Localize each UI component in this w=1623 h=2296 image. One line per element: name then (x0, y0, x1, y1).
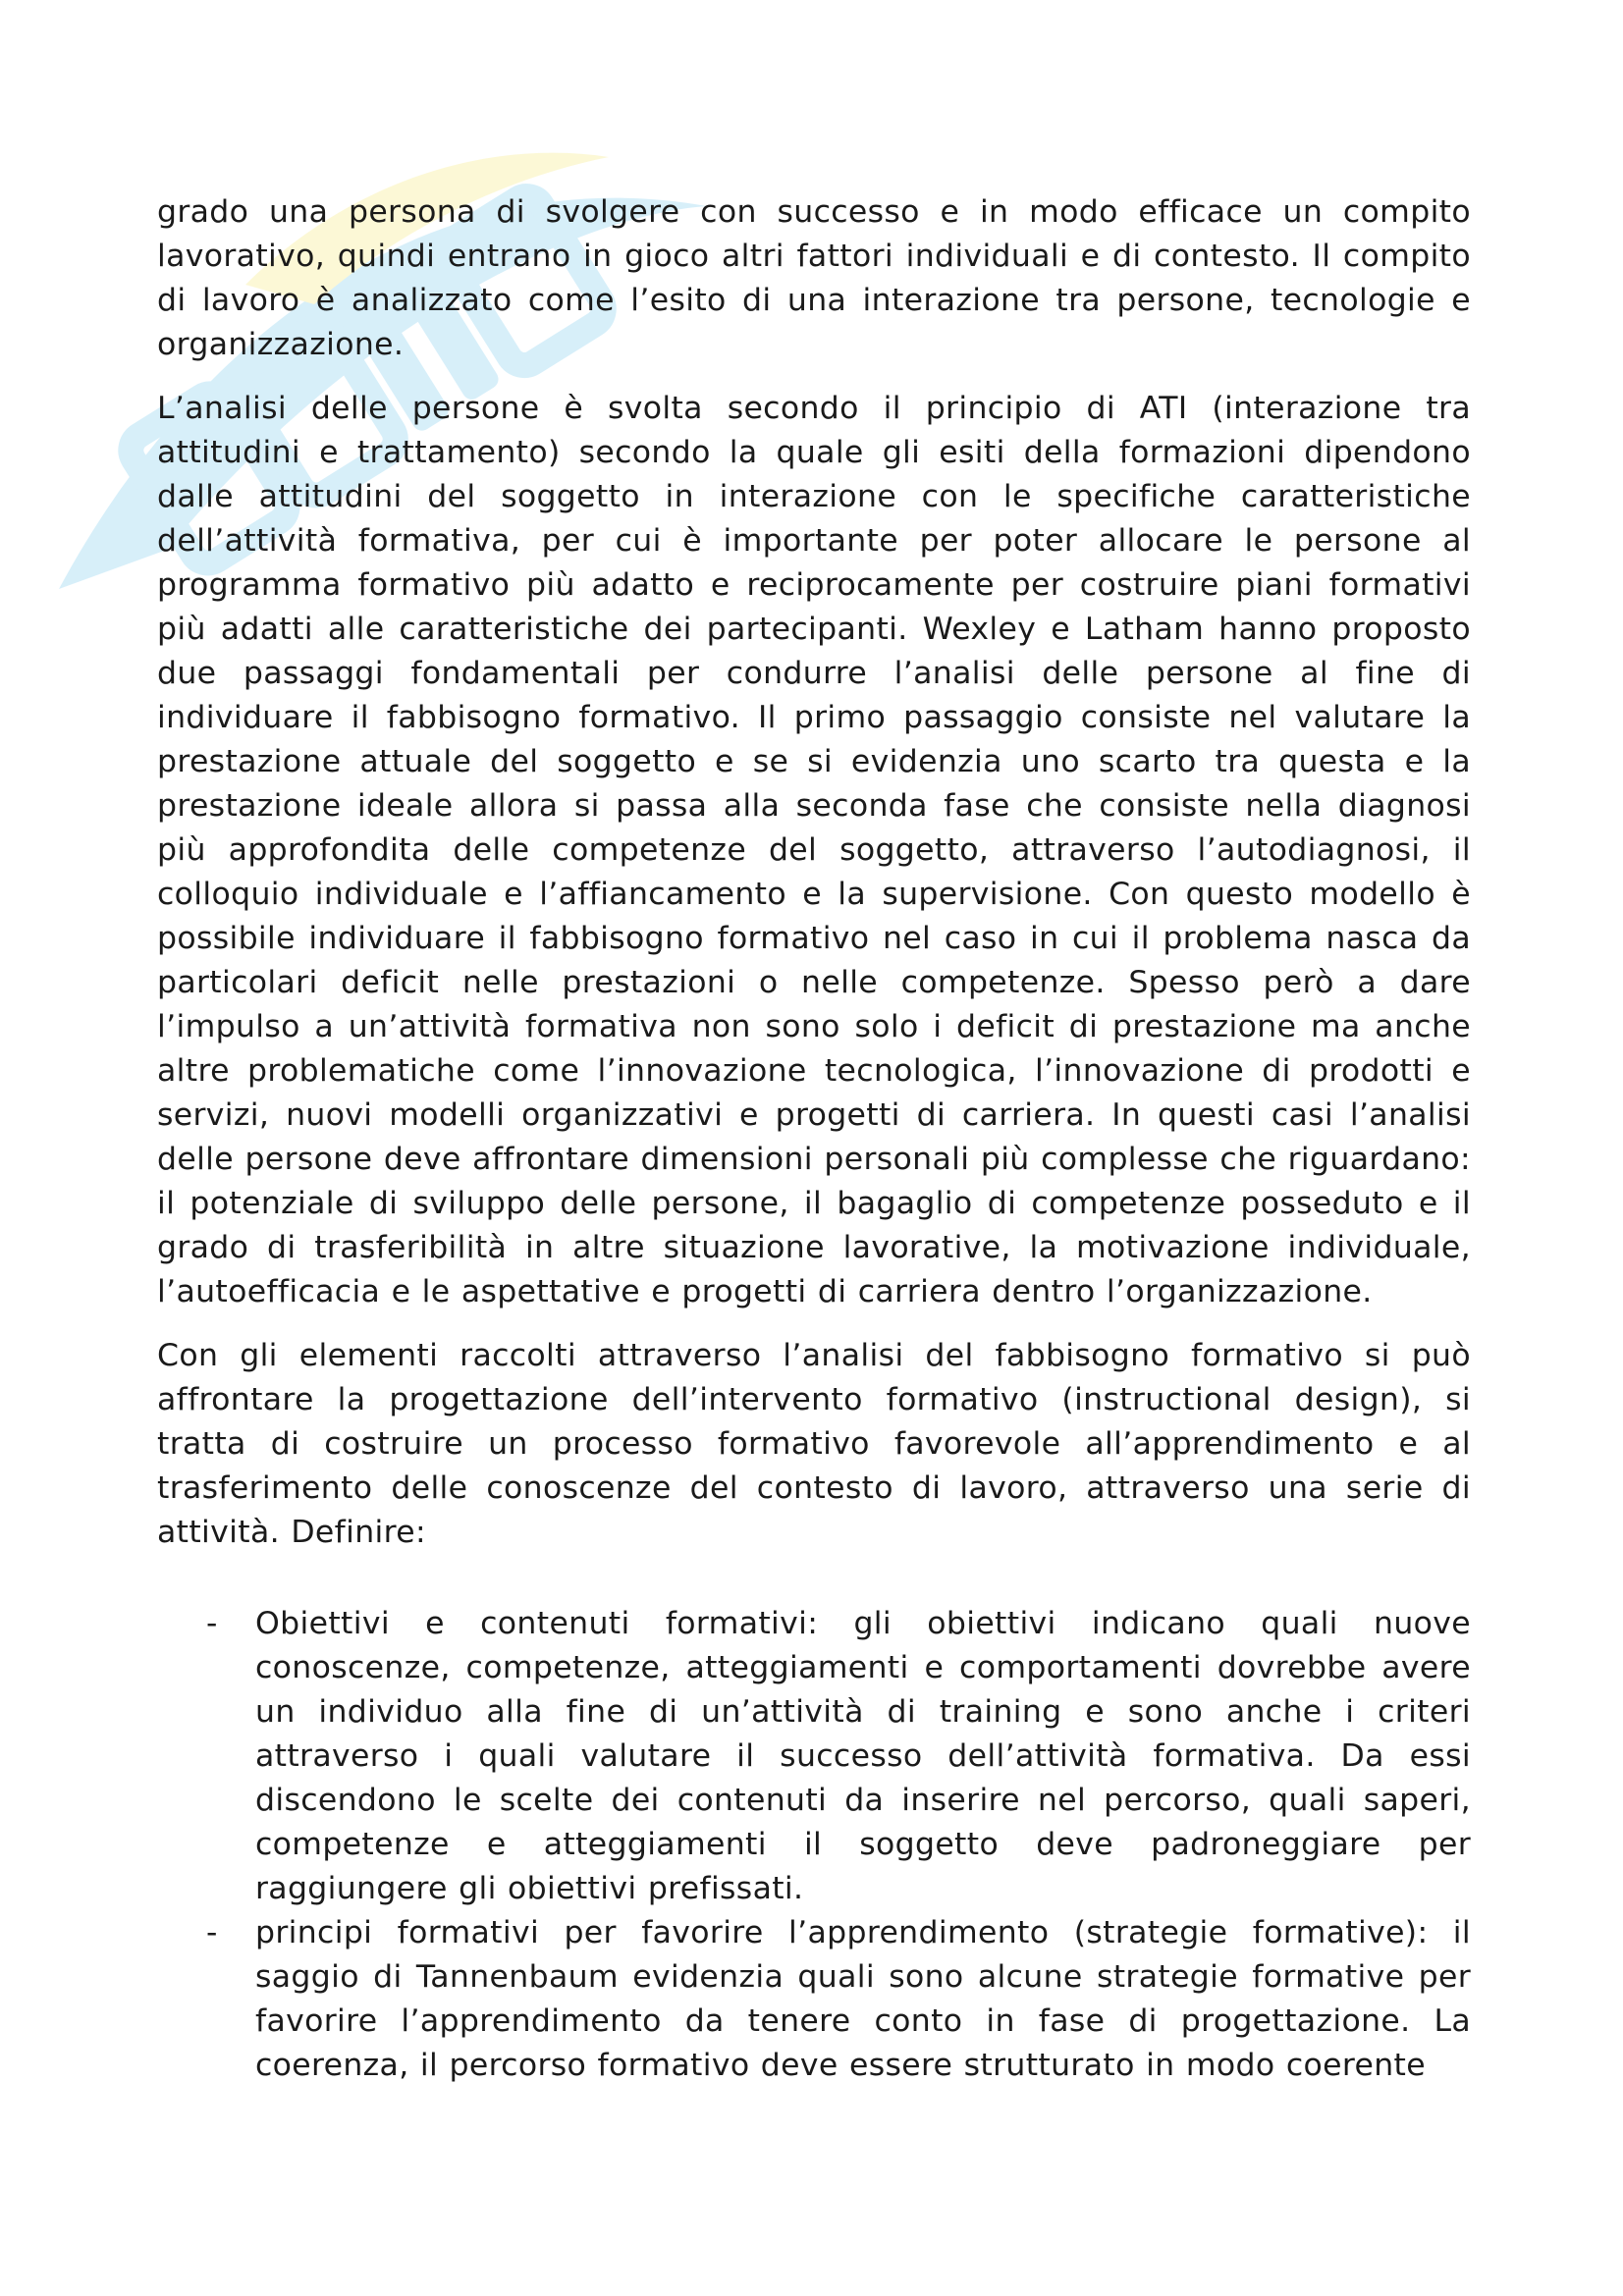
document-page (157, 190, 1471, 2088)
bullet-list (157, 1602, 1471, 2088)
list-bullet: - (206, 1606, 218, 1641)
paragraph-1: grado una persona di svolgere con successo e in modo efficace un compito lavorativo, quindi entrano in gioco altri fattori individuali e di contesto. Il compito di lavoro è analizzato come l’esito di una interazione tra persone, tecnologie e organizzazione. (157, 194, 1471, 362)
list-bullet: - (206, 1915, 218, 1950)
list-item (157, 1911, 1471, 2088)
list-item-text: principi formativi per favorire l’apprendimento (strategie formative): il saggio di Tannenbaum evidenzia quali sono alcune strategie formative per favorire l’apprendimento da tenere conto in fase di progettazione. La coerenza, il percorso formativo deve essere strutturato in modo coerente (255, 1915, 1471, 2083)
paragraph-2: L’analisi delle persone è svolta secondo il principio di ATI (interazione tra attitudini e trattamento) secondo la quale gli esiti della formazioni dipendono dalle attitudini del soggetto in interazione con le specifiche caratteristiche dell’attività formativa, per cui è importante per poter allocare le persone al programma formativo più adatto e reciprocamente per costruire piani formativi più adatti alle caratteristiche dei partecipanti. Wexley e Latham hanno proposto due passaggi fondamentali per condurre l’analisi delle persone al fine di individuare il fabbisogno formativo. Il primo passaggio consiste nel valutare la prestazione attuale del soggetto e se si evidenzia uno scarto tra questa e la prestazione ideale allora si passa alla seconda fase che consiste nella diagnosi più approfondita delle competenze del soggetto, attraverso l’autodiagnosi, il colloquio individuale e l’affiancamento e la supervisione. Con questo modello è possibile individuare il fabbisogno formativo nel caso in cui il problema nasca da particolari deficit nelle prestazioni o nelle competenze. Spesso però a dare l’impulso a un’attività formativa non sono solo i deficit di prestazione ma anche altre problematiche come l’innovazione tecnologica, l’innovazione di prodotti e servizi, nuovi modelli organizzativi e progetti di carriera. In questi casi l’analisi delle persone deve affrontare dimensioni personali più complesse che riguardano: il potenziale di sviluppo delle persone, il bagaglio di competenze posseduto e il grado di trasferibilità in altre situazione lavorative, la motivazione individuale, l’autoefficacia e le aspettative e progetti di carriera dentro l’organizzazione. (157, 391, 1471, 1309)
list-item-text: Obiettivi e contenuti formativi: gli obiettivi indicano quali nuove conoscenze, competenze, atteggiamenti e comportamenti dovrebbe avere un individuo alla fine di un’attività di training e sono anche i criteri attraverso i quali valutare il successo dell’attività formativa. Da essi discendono le scelte dei contenuti da inserire nel percorso, quali saperi, competenze e atteggiamenti il soggetto deve padroneggiare per raggiungere gli obiettivi prefissati. (255, 1606, 1471, 1906)
paragraph-3: Con gli elementi raccolti attraverso l’analisi del fabbisogno formativo si può affrontare la progettazione dell’intervento formativo (instructional design), si tratta di costruire un processo formativo favorevole all’apprendimento e al trasferimento delle conoscenze del contesto di lavoro, attraverso una serie di attività. Definire: (157, 1338, 1471, 1550)
list-item (157, 1602, 1471, 1911)
